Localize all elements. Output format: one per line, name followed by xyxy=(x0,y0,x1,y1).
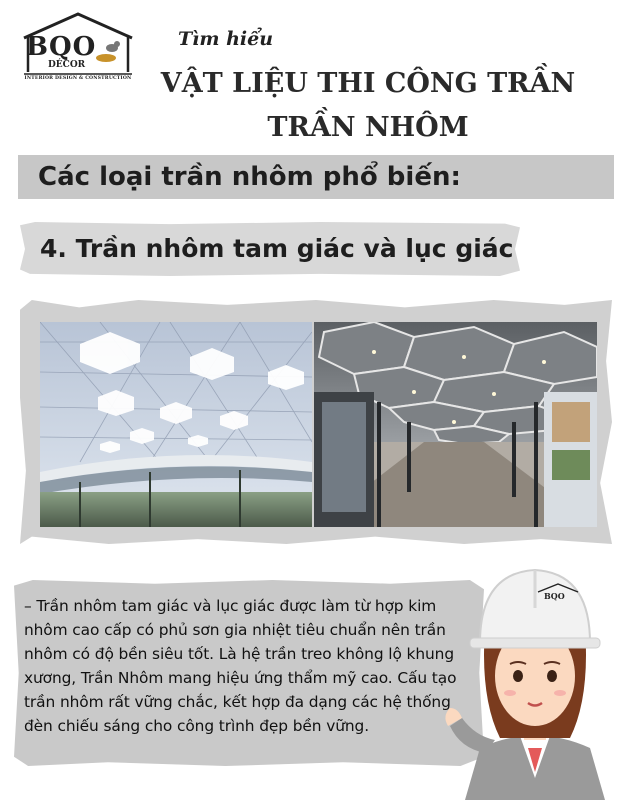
description-text: – Trần nhôm tam giác và lục giác được làm từ hợp kim nhôm cao cấp có phủ sơn gia nhiệt tiêu chuẩn nên trần nhôm có độ bền siêu tốt. Là hệ trần treo không lộ khung xương, Trần Nhôm mang hiệu ứng thẩm mỹ cao. Cấu tạo trần nhôm rất vững chắc, kết hợp đa dạng các hệ thống đèn chiếu sáng cho công trình đẹp bền vững. xyxy=(24,597,457,735)
hexagon-ceiling-corridor-photo xyxy=(314,322,597,527)
section-heading: Các loại trần nhôm phổ biến: xyxy=(38,162,461,192)
logo-subword: DÉCOR xyxy=(48,60,86,70)
header-kicker: Tìm hiểu xyxy=(178,28,274,50)
logo-wordmark: BQO xyxy=(26,32,97,62)
title-line-1: VẬT LIỆU THI CÔNG TRẦN xyxy=(160,68,576,99)
brand-logo xyxy=(20,10,132,88)
triangle-ceiling-atrium-photo xyxy=(40,322,312,527)
logo-tagline: INTERIOR DESIGN & CONSTRUCTION xyxy=(24,76,132,81)
page-title xyxy=(140,62,596,150)
engineer-character-illustration xyxy=(440,548,629,800)
helmet-logo-text: BQO xyxy=(544,591,565,601)
title-line-2: TRẦN NHÔM xyxy=(267,112,469,143)
subheading: 4. Trần nhôm tam giác và lục giác xyxy=(40,234,514,263)
